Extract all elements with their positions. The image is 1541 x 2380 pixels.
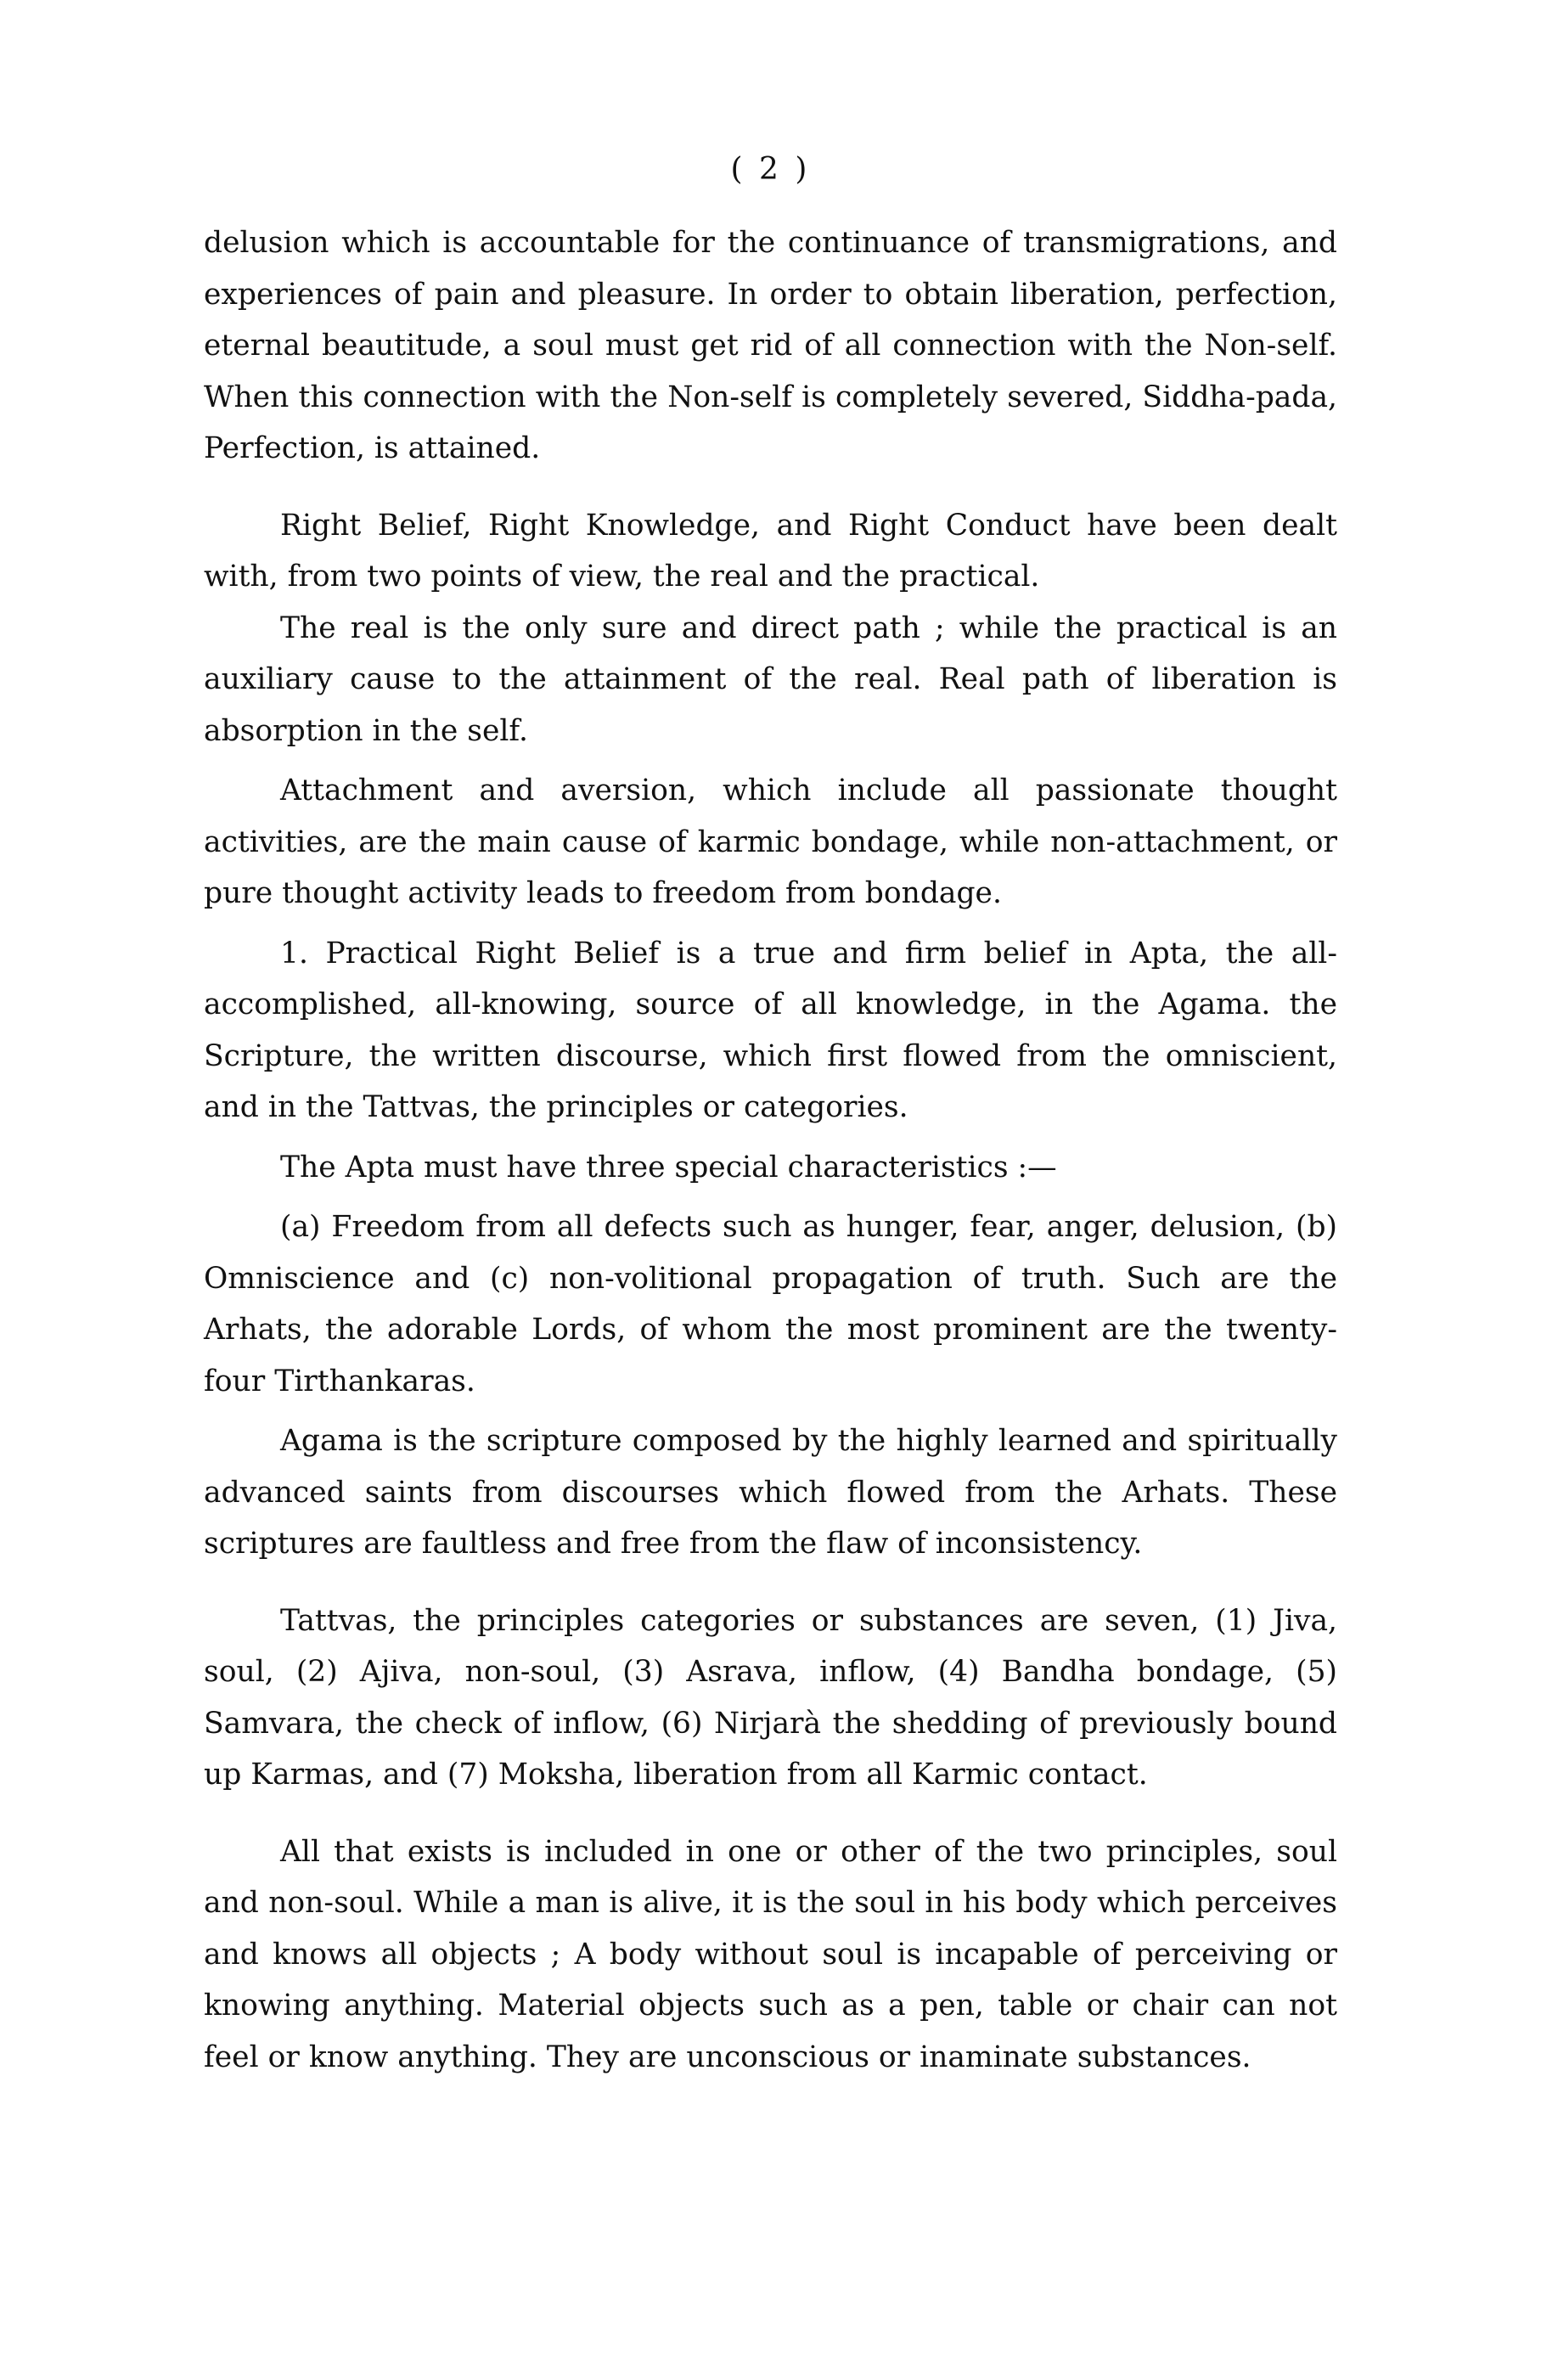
paragraph-agama: Agama is the scripture composed by the highly learned and spiritually advanced saints from discourses which flowed from the Arhats. These scriptures are faultless and free from the flaw of inconsistency.	[204, 1424, 1337, 1561]
paragraph-tattvas: Tattvas, the principles categories or substances are seven, (1) Jiva, soul, (2) Ajiva, non-soul, (3) Asrava, inflow, (4) Bandha bondage, (5) Samvara, the check of inflow, (6) Nirjarà the shedding of previously bound up Karmas, and (7) Moksha, liberation from all Karmic contact.	[204, 1603, 1337, 1792]
paragraph-soul-non-soul: All that exists is included in one or other of the two principles, soul and non-soul. While a man is alive, it is the soul in his body which perceives and knows all objects ; A body without soul is incapable of perceiving or knowing anything. Material objects such as a pen, table or chair can not feel or know anything. They are unconscious or inaminate substances.	[204, 1834, 1337, 2074]
book-page	[204, 153, 1337, 2083]
paragraph-attachment-aversion: Attachment and aversion, which include all passionate thought activities, are the main cause of karmic bondage, while non-attachment, or pure thought activity leads to freedom from bondage.	[204, 774, 1337, 910]
paragraph-arhats: (a) Freedom from all defects such as hunger, fear, anger, delusion, (b) Omniscience and (c) non-volitional propagation of truth. Such are the Arhats, the adorable Lords, of whom the most prominent are the twenty-four Tirthankaras.	[204, 1210, 1337, 1398]
paragraph-real-path: The real is the only sure and direct path ; while the practical is an auxiliary cause to the attainment of the real. Real path of liberation is absorption in the self.	[204, 610, 1337, 748]
page-number: ( 2 )	[730, 152, 811, 187]
paragraph-practical-right-belief: 1. Practical Right Belief is a true and firm belief in Apta, the all-accomplished, all-knowing, source of all knowledge, in the Agama. the Scripture, the written discourse, which first flowed from the omniscient, and in the Tattvas, the principles or categories.	[204, 936, 1337, 1124]
paragraph-delusion-continued: delusion which is accountable for the continuance of transmigrations, and experiences of pain and pleasure. In order to obtain liberation, perfection, eternal beautitude, a soul must get rid of all connection with the Non-self. When this connection with the Non-self is completely severed, Siddha-pada, Perfection, is attained.	[204, 226, 1337, 465]
paragraph-apta-characteristics: The Apta must have three special characteristics :—	[280, 1150, 1057, 1184]
paragraph-right-belief-knowledge-conduct: Right Belief, Right Knowledge, and Right Conduct have been dealt with, from two points of view, the real and the practical.	[204, 508, 1337, 594]
